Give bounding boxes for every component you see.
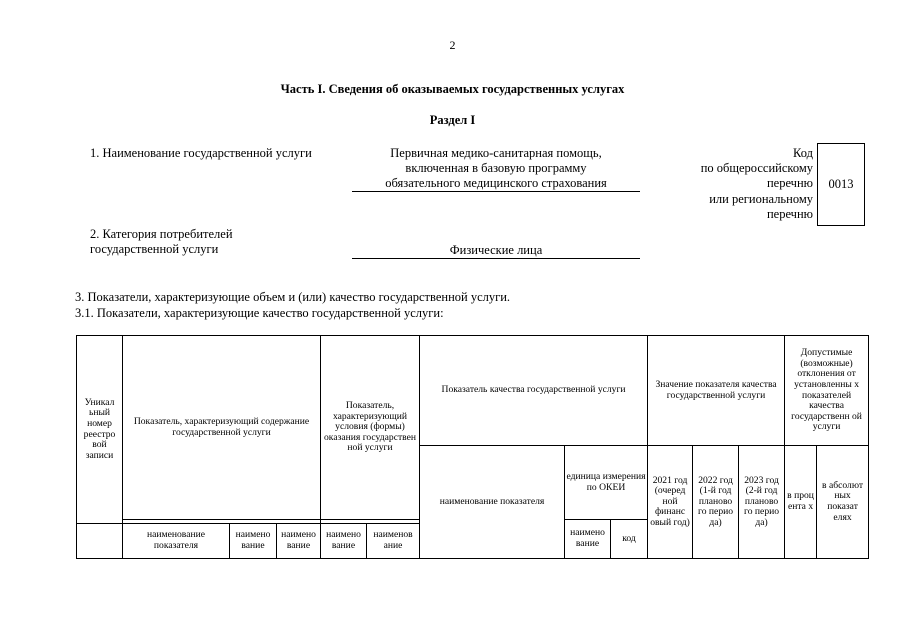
service-name-underline (352, 191, 640, 192)
code-label-line: или региональному (709, 191, 813, 206)
unique-number-tail (77, 524, 123, 559)
code-value: 0013 (828, 177, 854, 191)
conditions-indicator-header: Показатель, характеризующий условия (формы) оказания государствен ной услуги (321, 336, 420, 520)
service-name-label: 1. Наименование государственной услуги (90, 146, 312, 160)
deviation-absolute-header: в абсолют ных показат елях (817, 446, 869, 559)
code-label-line: Код (793, 146, 813, 160)
quality-indicator-header: Показатель качества государственной услуги (420, 336, 648, 446)
content-col-name-header: наименование показателя (123, 524, 230, 559)
service-name-value (352, 146, 640, 191)
section-title: Раздел I (429, 113, 476, 127)
allowed-deviation-header: Допустимые (возможные) отклонения от установленны х показателей качества государственн ой услуги (785, 336, 869, 446)
code-value-box (817, 143, 865, 226)
category-underline (352, 258, 640, 259)
code-label-line: перечню (766, 176, 813, 191)
page-number: 2 (449, 38, 456, 52)
quality-indicators-table (76, 335, 869, 559)
content-indicator-header: Показатель, характеризующий содержание государственной услуги (123, 336, 321, 520)
indicators-subheading: 3.1. Показатели, характеризующие качество государственной услуги: (75, 306, 444, 320)
category-label-line: государственной услуги (90, 242, 219, 256)
unit-code-header: код (611, 520, 648, 559)
year-2022-header: 2022 год (1-й год планово го перио да) (693, 446, 739, 559)
content-col-2-header: наимено вание (230, 524, 277, 559)
category-label-line: 2. Категория потребителей (90, 227, 233, 241)
content-col-3-header: наимено вание (277, 524, 321, 559)
service-name-line: включенная в базовую программу (405, 161, 587, 175)
deviation-percent-header: в проц ента х (785, 446, 817, 559)
unique-number-header: Уникал ьный номер реестро вой записи (77, 336, 123, 524)
year-2021-header: 2021 год (очеред ной финанс овый год) (648, 446, 693, 559)
unit-name-header: наимено вание (565, 520, 611, 559)
indicators-heading: 3. Показатели, характеризующие объем и (или) качество государственной услуги. (75, 290, 511, 304)
code-label-line: перечню (766, 206, 813, 221)
part-title: Часть I. Сведения об оказываемых государственных услугах (280, 82, 625, 96)
conditions-col-2-header: наименов ание (367, 524, 420, 559)
conditions-col-1-header: наимено вание (321, 524, 367, 559)
service-name-line: Первичная медико-санитарная помощь, (390, 146, 602, 160)
category-label (90, 227, 233, 257)
service-name-line: обязательного медицинского страхования (385, 176, 607, 190)
category-value: Физические лица (449, 243, 543, 257)
year-2023-header: 2023 год (2-й год планово го перио да) (739, 446, 785, 559)
quality-name-header: наименование показателя (420, 446, 565, 559)
code-label (650, 146, 813, 222)
code-label-line: по общероссийскому (700, 161, 813, 176)
unit-header: единица измерения по ОКЕИ (565, 446, 648, 520)
indicator-value-header: Значение показателя качества государственной услуги (648, 336, 785, 446)
